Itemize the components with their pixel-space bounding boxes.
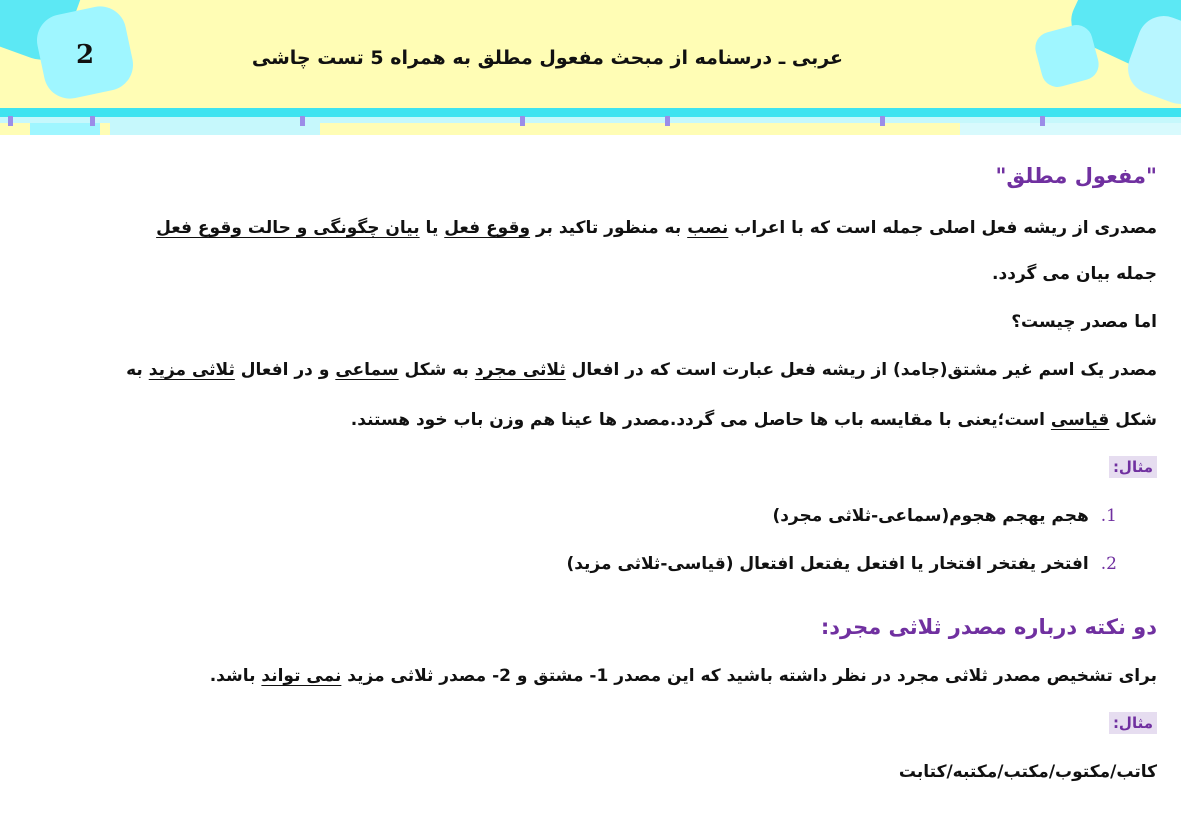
band-tick (1040, 116, 1045, 126)
band-tick (665, 116, 670, 126)
example-label: مثال: (1109, 712, 1157, 734)
header-band (0, 108, 1181, 117)
text-run: به (126, 360, 149, 380)
band-tick (90, 116, 95, 126)
underlined-term: وقوع فعل (444, 218, 531, 238)
text-run: شکل (1109, 410, 1157, 430)
section-heading: دو نکته درباره مصدر ثلاثی مجرد: (820, 615, 1157, 639)
text-run: به شکل (398, 360, 475, 380)
text-run: باشد. (209, 666, 262, 686)
band-tick (880, 116, 885, 126)
text-run: و در افعال (234, 360, 336, 380)
underlined-term: ثلاثی مجرد (474, 360, 566, 380)
list-item-text: افتخر یفتخر افتخار یا افتعل یفتعل افتعال (قیاسی-ثلاثی مزید) (566, 554, 1089, 574)
paragraph-line (23, 410, 1157, 430)
list-item (23, 506, 1117, 526)
underlined-term: سماعی (335, 360, 399, 380)
paragraph (23, 216, 1157, 240)
paragraph-line: جمله بیان می گردد. (992, 264, 1157, 284)
text-run: است؛یعنی با مقایسه باب ها حاصل می گردد.مصدر ها عینا هم وزن باب خود هستند. (350, 410, 1051, 430)
text-run: مصدری از ریشه فعل اصلی جمله است که با اعراب (728, 218, 1157, 238)
example-label-row (23, 456, 1157, 478)
band-tick (520, 116, 525, 126)
text-run: برای تشخیص مصدر ثلاثی مجرد در نظر داشته باشید که این مصدر 1- مشتق و 2- مصدر ثلاثی مزید (341, 666, 1157, 686)
page-number: 2 (76, 40, 95, 70)
example-label-row (23, 712, 1157, 734)
paragraph (23, 666, 1157, 686)
underlined-term: ثلاثی مزید (148, 360, 235, 380)
list-number: 1. (1100, 506, 1117, 526)
text-run: مصدر یک اسم غیر مشتق(جامد) از ریشه فعل عبارت است که در افعال (565, 360, 1157, 380)
document-title: عربی ـ درسنامه از مبحث مفعول مطلق به همراه 5 تست چاشی (251, 47, 843, 69)
underlined-term: قیاسی (1050, 410, 1110, 430)
text-run: یا (419, 218, 445, 238)
section-heading: "مفعول مطلق" (995, 164, 1157, 188)
list-item-text: هجم یهجم هجوم(سماعی-ثلاثی مجرد) (772, 506, 1089, 526)
page-header (0, 0, 1181, 108)
band-tick (300, 116, 305, 126)
paragraph (23, 360, 1157, 380)
underlined-term: نمی تواند (261, 666, 342, 686)
text-run: به منظور تاکید بر (530, 218, 688, 238)
question-text: اما مصدر چیست؟ (1011, 312, 1157, 332)
band-tick (8, 116, 13, 126)
underlined-term: نصب (687, 218, 729, 238)
list-number: 2. (1100, 554, 1117, 574)
example-text: کاتب/مکتوب/مکتب/مکتبه/کتابت (898, 762, 1157, 782)
header-band-strip (0, 123, 1181, 135)
list-item (23, 554, 1117, 574)
example-label: مثال: (1109, 456, 1157, 478)
underlined-term: بیان چگونگی و حالت وقوع فعل (156, 218, 420, 238)
